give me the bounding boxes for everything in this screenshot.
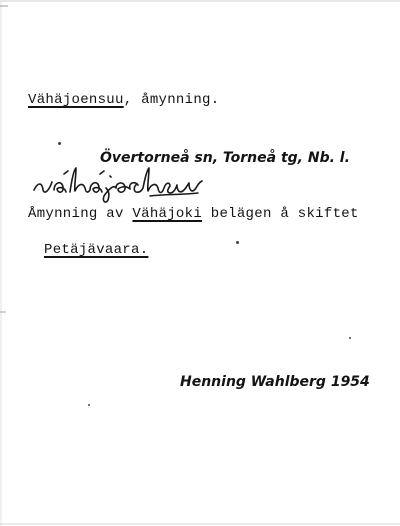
headword: Vähäjoensuu [28, 92, 124, 108]
description-line-2 [44, 242, 148, 258]
ink-speck [58, 142, 61, 145]
place-name: Petäjävaara. [44, 242, 149, 258]
headword-suffix: , åmynning. [123, 92, 220, 108]
ink-speck [349, 337, 351, 339]
ink-speck [88, 404, 90, 406]
signature-stamp: Henning Wahlberg 1954 [180, 374, 370, 390]
river-name: Vähäjoki [132, 206, 203, 222]
headword-line [28, 92, 219, 108]
description-line [28, 206, 359, 222]
location-stamp: Övertorneå sn, Torneå tg, Nb. l. [100, 150, 350, 166]
description-prefix: Åmynning av [28, 206, 133, 222]
description-suffix: belägen å skiftet [202, 206, 359, 222]
handwritten-note [30, 160, 205, 205]
ink-speck [236, 241, 239, 244]
